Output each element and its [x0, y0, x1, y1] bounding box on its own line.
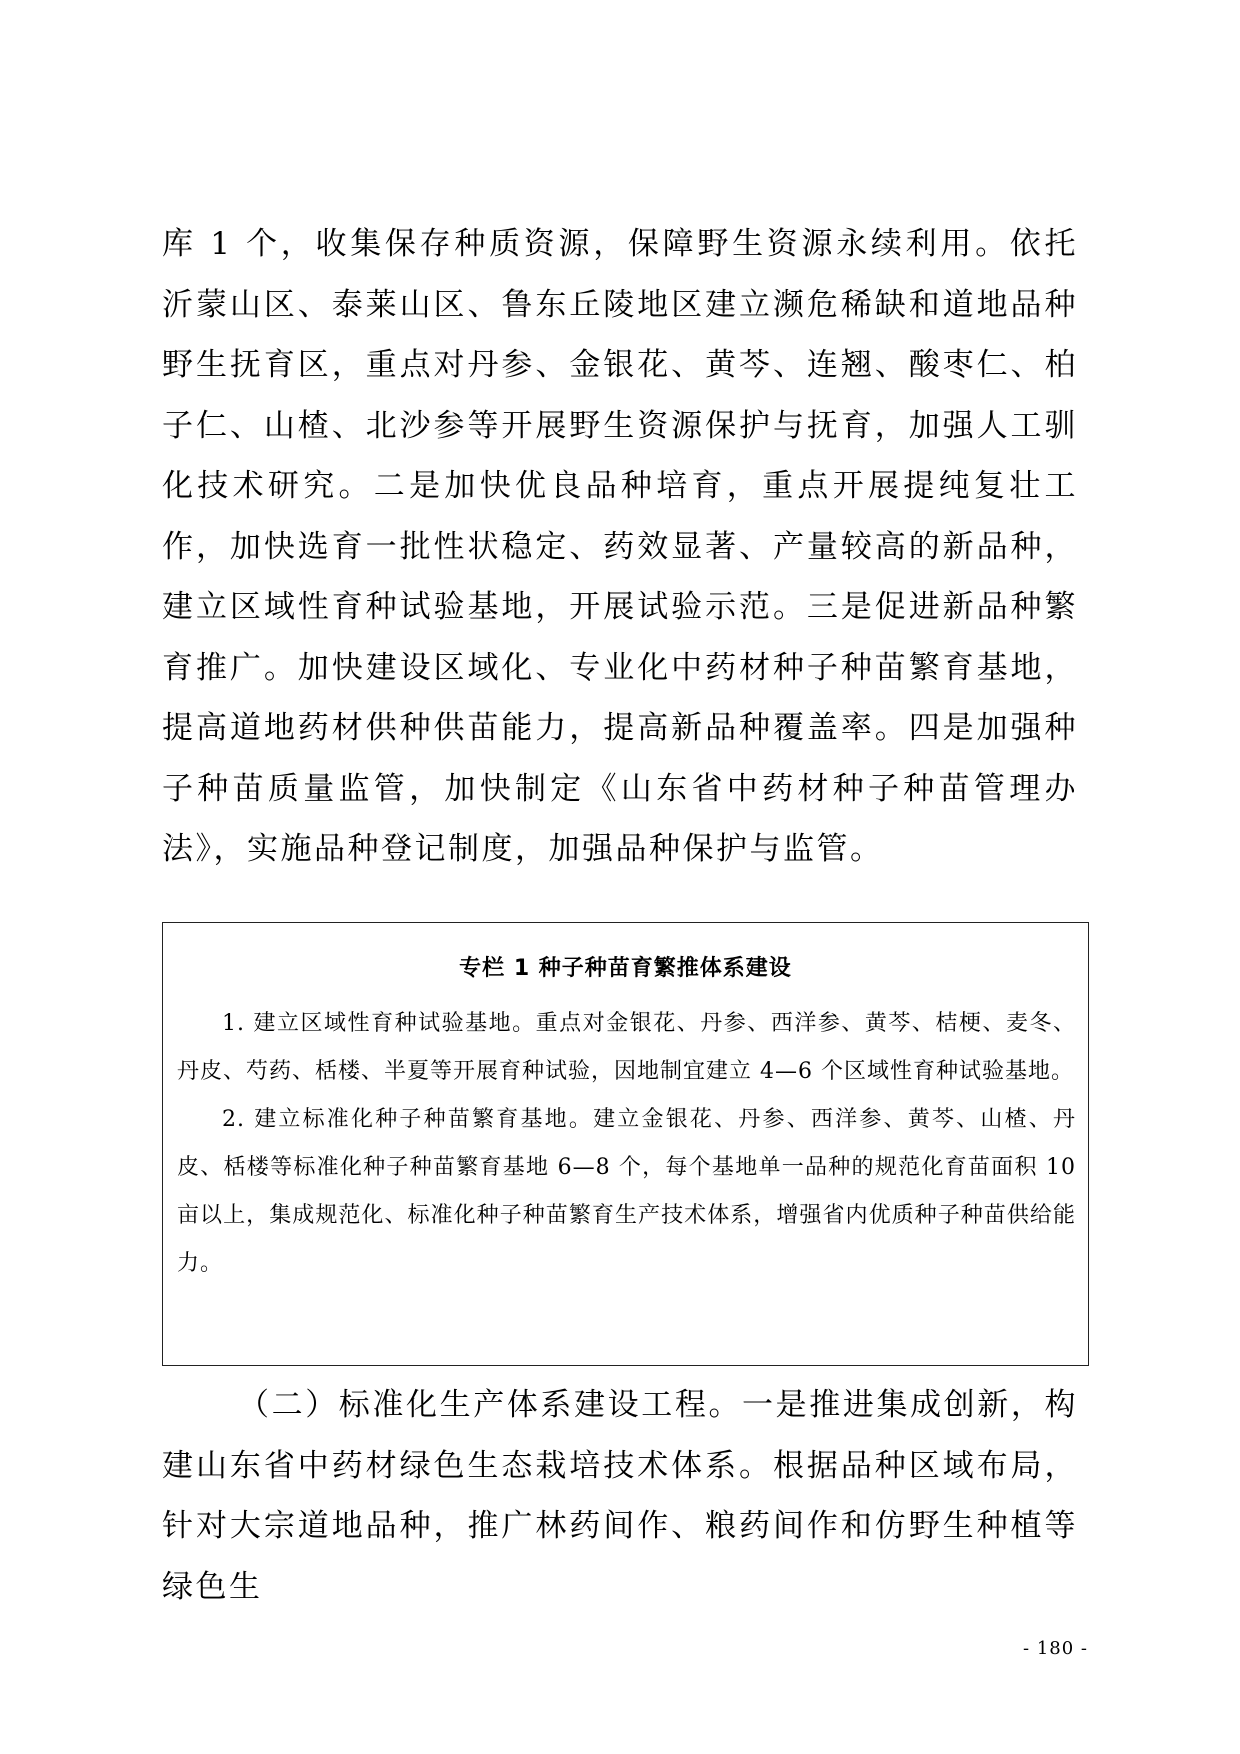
body-text-top: [162, 214, 1078, 880]
box-items: [177, 1000, 1076, 1288]
box-title: 专栏 1 种子种苗育繁推体系建设: [459, 956, 792, 981]
sidebar-box-column-1: [162, 922, 1089, 1366]
box-item-2: 2. 建立标准化种子种苗繁育基地。建立金银花、丹参、西洋参、黄芩、山楂、丹皮、栝楼等标准化种子种苗繁育基地 6—8 个，每个基地单一品种的规范化育苗面积 10 亩以上，集成规范化、标准化种子种苗繁育生产技术体系，增强省内优质种子种苗供给能力。: [177, 1107, 1076, 1276]
page-number: - 180 -: [1023, 1638, 1088, 1659]
section-paragraph-standardization: （二）标准化生产体系建设工程。一是推进集成创新，构建山东省中药材绿色生态栽培技术体系。根据品种区域布局，针对大宗道地品种，推广林药间作、粮药间作和仿野生种植等绿色生: [162, 1387, 1078, 1605]
body-text-bottom: [162, 1375, 1078, 1617]
box-item-1: 1. 建立区域性育种试验基地。重点对金银花、丹参、西洋参、黄芩、桔梗、麦冬、丹皮、芍药、栝楼、半夏等开展育种试验，因地制宜建立 4—6 个区域性育种试验基地。: [177, 1011, 1076, 1084]
paragraph-continued: 库 1 个，收集保存种质资源，保障野生资源永续利用。依托沂蒙山区、泰莱山区、鲁东丘陵地区建立濒危稀缺和道地品种野生抚育区，重点对丹参、金银花、黄芩、连翘、酸枣仁、柏子仁、山楂、北沙参等开展野生资源保护与抚育，加强人工驯化技术研究。二是加快优良品种培育，重点开展提纯复壮工作，加快选育一批性状稳定、药效显著、产量较高的新品种，建立区域性育种试验基地，开展试验示范。三是促进新品种繁育推广。加快建设区域化、专业化中药材种子种苗繁育基地，提高道地药材供种供苗能力，提高新品种覆盖率。四是加强种子种苗质量监管，加快制定《山东省中药材种子种苗管理办法》，实施品种登记制度，加强品种保护与监管。: [162, 226, 1078, 867]
